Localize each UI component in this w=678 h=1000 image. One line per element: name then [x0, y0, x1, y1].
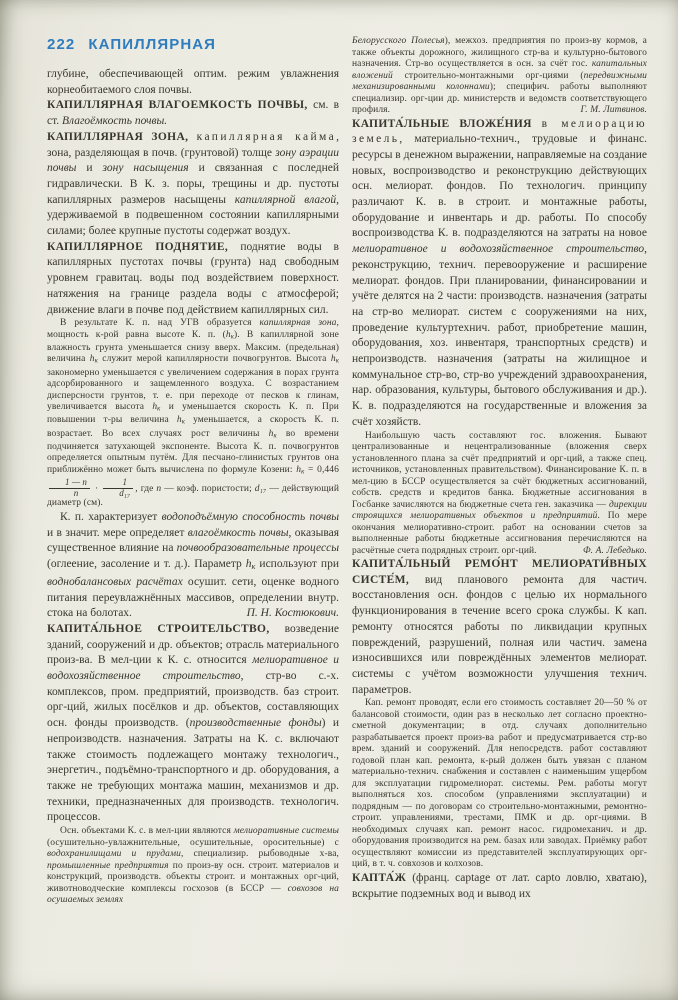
- text-segment: Влагоёмкость почвы.: [62, 115, 168, 128]
- entry-headword: КАПИЛЛЯРНОЕ ПОДНЯТИЕ,: [47, 240, 241, 253]
- text-segment: передвижными механизированными колоннами: [352, 70, 647, 92]
- entry-kapillyarnaya-vlagoemkost: [47, 98, 339, 129]
- column-left: [47, 67, 339, 982]
- text-segment: h: [225, 329, 231, 340]
- text-segment: и: [76, 162, 103, 175]
- text-segment: в мелиорацию земель: [352, 117, 647, 146]
- text-segment: к: [230, 333, 235, 341]
- text-segment: уменьшается, а скорость К. п. возрастает. Во всех случаях рост величины: [47, 415, 339, 439]
- text-segment: , специализир. рыбоводные х-ва,: [181, 849, 339, 860]
- text-segment: по произ-ву осн. строит. материалов и конструкций, производств. объекты строит. и монтажных орг-ций, животноводческие комплексы госхозов (в БССР —: [47, 860, 339, 894]
- text-segment: h: [296, 464, 302, 475]
- text-segment: см. в ст.: [47, 99, 339, 128]
- page-number: 222: [47, 36, 76, 53]
- text-segment: h: [330, 354, 336, 365]
- text-segment: к: [273, 432, 277, 440]
- entry-headword: КАПИТА́ЛЬНОЕ СТРОИТЕЛЬСТВО,: [47, 622, 285, 635]
- entry-headword: КАПТА́Ж: [352, 871, 413, 884]
- text-segment: n: [156, 483, 162, 494]
- smallprint-kapitalnoe-stroitelstvo: [47, 826, 339, 907]
- text-segment: Кап. ремонт проводят, если его стоимость составляет 20—50 % от балансовой стоимости, один раз в несколько лет согласно проектно-сметной документации; в отд. случаях дополнительно разрабатывается проект произ-ва работ и предусматривается стр-во врем. зданий и сооружений. Для непосредств. работ составляют годовой план кап. ремонта, к-рый должен быть увязан с планом материально-технич. снабжения и составлен с наименьшим ущербом для эксплуатации гидромелиорат. системы. Рем. работы могут выполняться хоз. способом (управлениями эксплуатации) и подрядным — по договорам со строительно-монтажными, ремонтно-строит. управлениями, трестами, ПМК и др. орг-циями. В необходимых случаях кап. ремонт насос. гидромеханич. и др. оборудования производится на рем. базах или заводах. Приёмку работ осуществляют комиссии из представителей эксплуатирующих орг-ций, в т. ч. совхозов и колхозов.: [352, 698, 647, 870]
- entry-kaptazh: [352, 871, 647, 902]
- text-segment: закономерно уменьшается с увеличением содержания в порах грунта адсорбированного и защемленного воздуха. С возрастанием дисперсности грунтов, т. е. при переходе от песков к глинам, увеличивается высота: [47, 367, 339, 413]
- paragraph-k-p-kharakterizuet: [47, 510, 339, 622]
- text-segment: В результате К. п. над УГВ образуется: [60, 318, 260, 329]
- text-segment: совхозов на осушаемых землях: [47, 883, 339, 906]
- text-segment: Осн. объектами К. с. в мел-ции являются: [60, 826, 234, 837]
- entry-kapitalnoe-stroitelstvo: [47, 622, 339, 826]
- text-segment: глубине, обеспечивающей оптим. режим увлажнения корнеобитаемого слоя почвы.: [47, 68, 339, 96]
- column-right: [352, 36, 647, 986]
- text-segment: к: [157, 405, 161, 413]
- author-signature: Г. М. Литвинов.: [580, 105, 647, 115]
- text-segment: к: [301, 468, 305, 476]
- text-segment: , оказывая существенное влияние на: [47, 526, 339, 555]
- text-segment: h: [245, 558, 252, 571]
- text-segment: осушит. сети, оценке водного питания переувлажнённых массивов, определении внутр. стока на болотах.: [47, 575, 339, 620]
- text-segment: и в значит. мере определяет: [47, 526, 188, 539]
- entry-kapillyarnoe-podnyatie: [47, 240, 339, 319]
- smallprint-continued: [352, 36, 647, 117]
- text-segment: капитальных вложений: [352, 59, 647, 81]
- text-segment: h: [268, 428, 274, 439]
- text-segment: воднобалансовых расчётах: [47, 575, 183, 588]
- text-segment: ) и непроизводств. назначения. Затраты на К. с. включают также стоимость подлежащего монтажу технологич., энергетич., подъёмно-транспортного и др. оборудования, а также не требующих монтажа машин, механизмов и др. техники, предназначенных для производств. технологич. процессов.: [47, 717, 339, 824]
- text-segment: к: [181, 419, 186, 427]
- entry-headword: КАПИТА́ЛЬНЫЙ РЕМО́НТ МЕЛИОРАТИ́ВНЫХ СИСТЕ́М,: [352, 558, 647, 586]
- text-segment: возведение зданий, сооружений и др. объектов; отрасль материального произ-ва. В мел-ции к К. с. относится: [47, 622, 339, 667]
- text-segment: h: [152, 402, 158, 413]
- text-segment: (оглеение, засоление и т. д.). Параметр: [47, 558, 246, 571]
- text-segment: мелиоративное и водохозяйственное строительство: [352, 243, 645, 256]
- text-segment: d₁₇: [254, 483, 267, 494]
- text-segment: h: [89, 354, 95, 365]
- text-segment: . По мере окончания мелиоративно-строит. работ на основании счетов за выполненные работы бюджетные ассигнования перечисляются на расчётные счета подрядных строит. орг-ций.: [352, 511, 647, 556]
- text-segment: , зона, разделяющая в почв. (грунтовой) толще: [47, 130, 339, 159]
- text-segment: мелиоративное и водохозяйственное строительство: [47, 654, 339, 683]
- entry-kapitalny-remont: [352, 557, 647, 698]
- fraction: $\frac{1 — n}{n}$: [49, 478, 90, 499]
- text-segment: ·: [92, 483, 102, 494]
- smallprint-kapitalnye-vlozheniya: [352, 431, 647, 558]
- text-segment: используют при: [255, 558, 339, 571]
- text-segment: водохранилищами и прудами: [47, 849, 182, 860]
- text-segment: , реконструкцию, технич. перевооружение и расширение мелиорат. фондов. При планировании, финансировании и учёте делятся на 2 части: производств. назначения (затраты на стр-во мелиорат. систем с сооружениями на них, проведение культуртехнич. работ, приобретение машин, оборудования, хоз. инвентаря, транспортных средств) и непроизводств. назначения (затраты на жилищное и коммунальное стр-во, стр-во учреждений здравоохранения, нар. образования, культуры, бытового обслуживания и др.). К. в. подразделяются на государственные и вложения за счёт хозяйств.: [352, 243, 647, 428]
- fraction: $\frac{1}{\text{d₁₇}}$: [103, 478, 133, 499]
- text-segment: = 0,446: [304, 464, 339, 475]
- text-segment: производственные фонды: [189, 717, 322, 730]
- entry-headword: КАПИТА́ЛЬНЫЕ ВЛОЖЕ́НИЯ: [352, 117, 542, 130]
- text-segment: — действующий диаметр (см).: [47, 483, 339, 509]
- text-segment: и уменьшается скорость К. п. При повышении т-ры величина: [47, 402, 339, 426]
- text-segment: h: [176, 415, 182, 426]
- continued-paragraph: [47, 67, 339, 98]
- text-segment: вид планового ремонта для частич. восстановления осн. фондов с целью их нормального функционирования в течение всего срока службы. К кап. ремонту относятся работы по ликвидации крупных повреждений, разрушений, полная или частич. замена износившихся или повреждённых элементов мелиорат. системы с учётом возможности улучшения технич. параметров.: [352, 573, 647, 696]
- text-segment: промышленные предприятия: [47, 860, 169, 871]
- text-segment: капиллярной влагой: [234, 193, 337, 206]
- text-segment: К. п. характеризует: [60, 510, 162, 523]
- entry-kapitalnye-vlozheniya: [352, 117, 647, 431]
- text-segment: служит мерой капиллярности почвогрунтов. Высота: [97, 354, 331, 365]
- smallprint-kapitalny-remont: [352, 698, 647, 871]
- text-segment: к: [251, 562, 256, 572]
- text-segment: — коэф. пористости;: [161, 483, 255, 494]
- text-segment: , где: [135, 483, 157, 494]
- text-segment: к: [335, 358, 339, 366]
- text-segment: , удерживаемой в подвешенном состоянии капиллярными силами; более крупные пустоты содержат воздух.: [47, 193, 339, 238]
- text-segment: зону насыщения: [102, 162, 189, 175]
- text-segment: , материально-технич., трудовые и финанс. ресурсы в денежном выражении, направляемые на создание новых, воспроизводство и реконструкцию действующих осн. мелиорат. фондов. По технологич. принципу различают К. в. в строит. и монтажные работы, оборудование и инвентарь и др. работы. По способу воспроизводства К. в. подразделяются на затраты на новое: [352, 133, 647, 240]
- text-segment: (франц. captage от лат. capto ловлю, хватаю), вскрытие подземных вод и вывод их: [352, 871, 647, 900]
- text-segment: водоподъёмную способность почвы: [161, 510, 339, 523]
- text-segment: ). В капиллярной зоне влажность грунта уменьшается снизу вверх. Максим. (предельная) величина: [47, 329, 339, 365]
- running-title: КАПИЛЛЯРНАЯ: [88, 36, 217, 53]
- text-segment: влагоёмкость почвы: [187, 526, 289, 539]
- text-segment: и связанная с последней гидравлически. В К. з. поры, трещины и др. пустоты капиллярных размеров насыщены: [47, 162, 339, 206]
- entry-headword: КАПИЛЛЯРНАЯ ВЛАГОЕМКОСТЬ ПОЧВЫ,: [47, 99, 314, 112]
- text-segment: (осушительно-увлажнительные, осушительные, оросительные) с: [47, 837, 339, 848]
- text-segment: зону аэрации почвы: [47, 146, 339, 175]
- text-segment: Белорусского Полесья: [352, 36, 445, 46]
- text-segment: капиллярная кайма: [196, 130, 337, 143]
- text-segment: во времени подчиняется затухающей экспоненте. Высота К. п. почвогрунтов определяется опытным путём. Для песчано-глинистых грунтов она приближённо может быть вычислена по формуле Козени:: [47, 428, 339, 475]
- text-segment: Наибольшую часть составляют гос. вложения. Бывают централизованные и нецентрализованные (вложения сверх установленного плана за счёт предприятий и орг-ций, а также спец. источников, установленных правительством). Финансирование К. п. в мел-цию в БССР осуществляется за счёт бюджетных ассигнований, собств. средств и кредитов банка. Бюджетные ассигнования в Госбанке зачисляются на бюджетные счета ген. заказчика —: [352, 430, 647, 510]
- text-segment: ); специфич. работы выполняют специализир. орг-ции др. министерств и ведомств соответствующего профиля.: [352, 82, 647, 115]
- text-segment: поднятие воды в капиллярных пустотах почвы (грунта) над свободным уровнем гравитац. воды под воздействием поверхност. натяжения на границе раздела воды с атмосферой; движение влаги в почве под действием капиллярных сил.: [47, 240, 339, 316]
- text-segment: ), межхоз. предприятия по произ-ву кормов, а также объекты дорожного, жилищного стр-ва и культурно-бытового назначения. Стр-во осуществляется в осн. за счёт гос.: [352, 36, 647, 69]
- entry-headword: КАПИЛЛЯРНАЯ ЗОНА,: [47, 130, 197, 143]
- text-segment: строительно-монтажными орг-циями (: [392, 70, 584, 81]
- running-header: [47, 36, 216, 53]
- text-segment: капиллярная зона: [259, 318, 337, 329]
- author-signature: Ф. А. Лебедько.: [582, 545, 647, 556]
- entry-kapillyarnaya-zona: [47, 130, 339, 240]
- text-segment: , мощность к-рой равна высоте К. п. (: [47, 318, 339, 340]
- smallprint-kapillyarnoe-podnyatie: [47, 318, 339, 510]
- author-signature: П. Н. Костюкович.: [246, 607, 339, 620]
- text-segment: дирекции строящихся мелиоративных объектов и предприятий: [352, 499, 647, 522]
- text-segment: , стр-во с.-х. комплексов, пром. предприятий, производств. баз строит. орг-ций, жилых посёлков и др. объектов, составляющих осн. фонды производств. (: [47, 670, 339, 730]
- text-segment: мелиоративные системы: [233, 826, 339, 837]
- text-segment: почвообразовательные процессы: [176, 542, 339, 555]
- text-segment: к: [94, 358, 98, 366]
